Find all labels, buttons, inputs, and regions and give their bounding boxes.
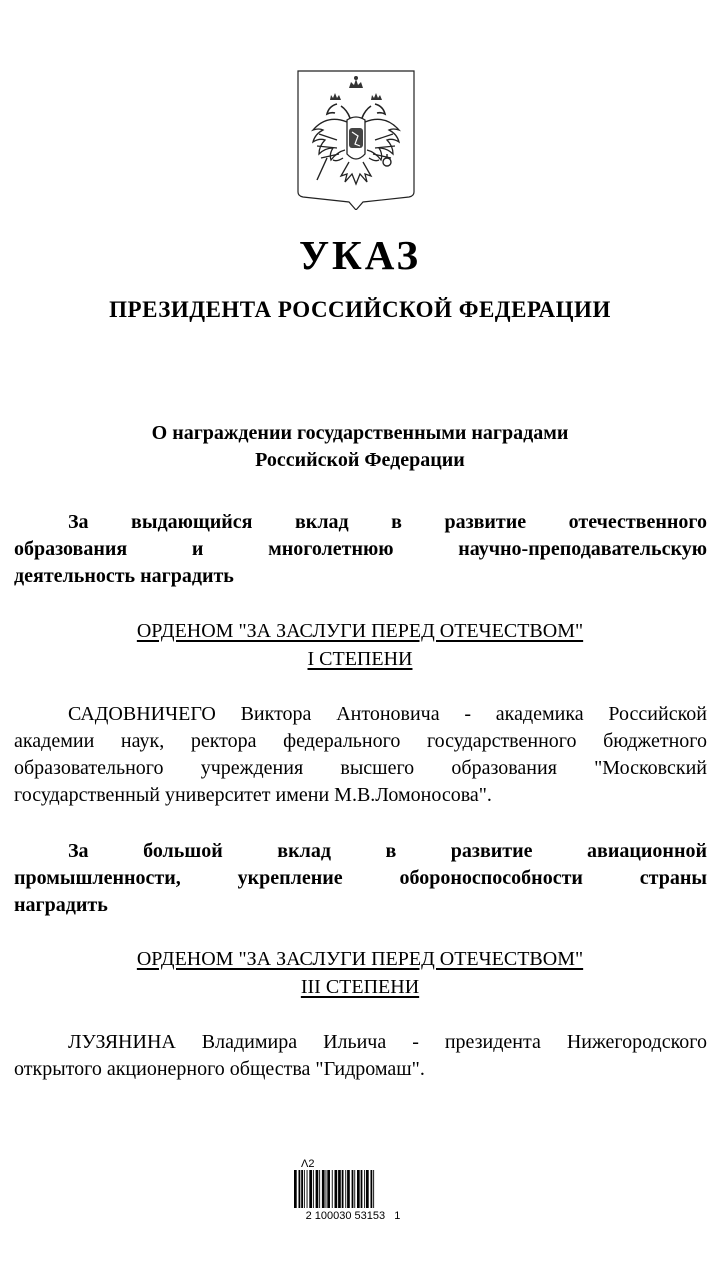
barcode-bar [313, 1170, 314, 1208]
barcode-bar [347, 1170, 350, 1208]
barcode-mark: Ʌ2 [301, 1158, 315, 1170]
section1-order-name: ОРДЕНОМ "ЗА ЗАСЛУГИ ПЕРЕД ОТЕЧЕСТВОМ" [136, 620, 584, 642]
section2-intro-line: наградить [14, 894, 108, 916]
barcode-bar [364, 1170, 365, 1208]
barcode-bar [354, 1170, 355, 1208]
section2-intro-line: За большой вклад в развитие авиационной [68, 840, 707, 862]
section1-intro-line: образования и многолетнюю научно-преподавательскую [14, 538, 707, 560]
section1-awardee [14, 701, 707, 809]
section2-order-degree: III СТЕПЕНИ [300, 976, 420, 998]
section1-awardee-line: образовательного учреждения высшего образования "Московский [14, 757, 707, 779]
barcode-bar [316, 1170, 319, 1208]
document-subtitle: ПРЕЗИДЕНТА РОССИЙСКОЙ ФЕДЕРАЦИИ [109, 297, 611, 322]
barcode-bar [307, 1170, 308, 1208]
section2-intro [14, 838, 707, 919]
section2-order-name: ОРДЕНОМ "ЗА ЗАСЛУГИ ПЕРЕД ОТЕЧЕСТВОМ" [136, 948, 584, 970]
section1-intro-line: За выдающийся вклад в развитие отечественного [68, 511, 707, 533]
document-title: УКАЗ [298, 232, 422, 278]
coat-of-arms-emblem [297, 70, 415, 210]
barcode-bar [327, 1170, 330, 1208]
barcode-bar [322, 1170, 325, 1208]
barcode-bar [335, 1170, 338, 1208]
document-barcode [293, 1158, 413, 1230]
barcode-bar [357, 1170, 360, 1208]
barcode-bar [342, 1170, 344, 1208]
barcode-bar [294, 1170, 297, 1208]
barcode-bar [361, 1170, 363, 1208]
section2-order-line-2 [0, 973, 720, 1002]
barcode-bar [319, 1170, 320, 1208]
barcode-bar [301, 1170, 303, 1208]
decree-heading-line-1: О награждении государственными наградами [151, 422, 569, 444]
section1-awardee-line: академии наук, ректора федерального государственного бюджетного [14, 730, 707, 752]
barcode-number: 2 100030 53153 1 [305, 1210, 401, 1222]
section1-order-degree: I СТЕПЕНИ [307, 648, 413, 670]
section1-awardee-line: государственный университет имени М.В.Ломоносова". [14, 784, 492, 806]
section2-order-line-1 [0, 945, 720, 974]
barcode-bar [345, 1170, 346, 1208]
barcode-bar [304, 1170, 305, 1208]
section1-intro [14, 509, 707, 590]
barcode-bar [352, 1170, 354, 1208]
section2-intro-line: промышленности, укрепление обороноспособности страны [14, 867, 707, 889]
double-headed-eagle-icon [297, 70, 415, 210]
barcode-bar [332, 1170, 333, 1208]
barcode-bar [299, 1170, 301, 1208]
section1-awardee-line: САДОВНИЧЕГО Виктора Антоновича - академика Российской [68, 703, 707, 725]
section2-awardee-line: ЛУЗЯНИНА Владимира Ильича - президента Нижегородского [68, 1031, 707, 1053]
barcode-icon [293, 1170, 413, 1208]
barcode-bar [326, 1170, 327, 1208]
barcode-bar [309, 1170, 312, 1208]
section2-awardee [14, 1029, 707, 1083]
section1-intro-line: деятельность наградить [14, 565, 234, 587]
barcode-bar [366, 1170, 369, 1208]
barcode-bar [371, 1170, 373, 1208]
decree-heading-line-2: Российской Федерации [255, 449, 465, 471]
section2-awardee-line: открытого акционерного общества "Гидромаш". [14, 1058, 425, 1080]
barcode-bar [338, 1170, 341, 1208]
section1-order-line-1 [0, 617, 720, 646]
barcode-bar [373, 1170, 374, 1208]
section1-order-line-2 [0, 645, 720, 674]
